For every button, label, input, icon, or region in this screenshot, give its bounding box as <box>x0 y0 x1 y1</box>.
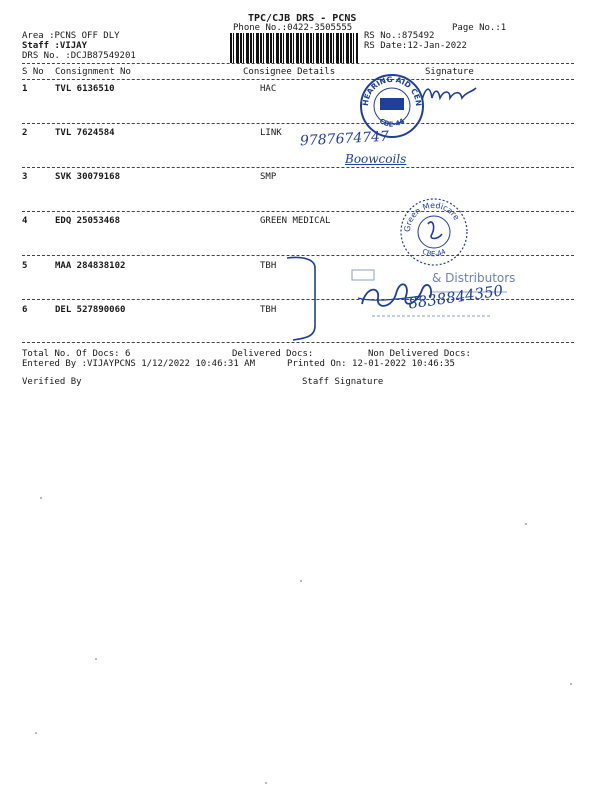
total-docs: Total No. Of Docs: 6 <box>22 349 131 359</box>
row-consignee: SMP <box>260 172 277 182</box>
handwritten-phone: 9787674747 <box>299 128 390 150</box>
svg-text:HEARING AID CENTRE: HEARING AID CENTRE <box>355 65 424 107</box>
divider <box>22 79 574 80</box>
scan-speck <box>570 683 572 685</box>
row-sno: 1 <box>22 84 28 94</box>
delivered-docs: Delivered Docs: <box>232 349 314 359</box>
bracket-mark <box>285 256 325 342</box>
staff-signature: Staff Signature <box>302 377 384 387</box>
page-number: Page No.:1 <box>452 23 507 33</box>
handwritten-name: Boowcoils <box>345 152 407 166</box>
divider <box>22 123 574 124</box>
divider <box>22 342 574 343</box>
row-sno: 6 <box>22 305 28 315</box>
scan-speck <box>35 732 37 734</box>
row-consignment: EDQ 25053468 <box>55 216 121 226</box>
barcode <box>230 33 358 63</box>
row-consignee: LINK <box>260 128 282 138</box>
rs-number: RS No.:875492 <box>364 31 435 41</box>
divider <box>22 211 574 212</box>
scan-speck <box>40 497 42 499</box>
row-consignee: HAC <box>260 84 277 94</box>
drs-number: DRS No. :DCJB87549201 <box>22 51 136 61</box>
column-header-signature: Signature <box>425 67 474 77</box>
divider <box>22 167 574 168</box>
row-consignee: TBH <box>260 305 277 315</box>
column-header-consignment: Consignment No <box>55 67 131 77</box>
document-title: TPC/CJB DRS - PCNS <box>248 13 357 24</box>
row-consignment: MAA 284838102 <box>55 261 126 271</box>
row-consignment: TVL 6136510 <box>55 84 115 94</box>
svg-text:Green Medicare: Green Medicare <box>402 200 462 233</box>
verified-by: Verified By <box>22 377 82 387</box>
column-header-sno: S No <box>22 67 44 77</box>
divider <box>22 63 574 64</box>
non-delivered-docs: Non Delivered Docs: <box>368 349 471 359</box>
row-sno: 2 <box>22 128 28 138</box>
signature-scribble-1 <box>420 82 480 106</box>
distributors-stamp-text: & Distributors <box>432 271 516 285</box>
row-consignment: DEL 527890060 <box>55 305 126 315</box>
green-medicare-stamp <box>398 196 470 268</box>
rs-date: RS Date:12-Jan-2022 <box>364 41 467 51</box>
scan-speck <box>265 782 267 784</box>
svg-text:CBE-44: CBE-44 <box>420 247 448 259</box>
column-header-consignee: Consignee Details <box>243 67 336 77</box>
row-sno: 4 <box>22 216 28 226</box>
scan-speck <box>300 580 302 582</box>
area-field: Area :PCNS OFF DLY <box>22 31 120 41</box>
printed-on: Printed On: 12-01-2022 10:46:35 <box>287 359 455 369</box>
row-consignee: GREEN MEDICAL <box>260 216 331 226</box>
handwritten-tbh-number: 8838844350 <box>407 281 505 313</box>
row-sno: 3 <box>22 172 28 182</box>
row-consignment: SVK 30079168 <box>55 172 121 182</box>
entered-by: Entered By :VIJAYPCNS 1/12/2022 10:46:31 AM <box>22 359 255 369</box>
staff-field: Staff :VIJAY <box>22 41 88 51</box>
scan-speck <box>95 658 97 660</box>
scan-speck <box>525 523 527 525</box>
row-sno: 5 <box>22 261 28 271</box>
row-consignee: TBH <box>260 261 277 271</box>
svg-text:CBE-44: CBE-44 <box>377 117 407 129</box>
phone-number: Phone No.:0422-3505555 <box>233 23 353 33</box>
row-consignment: TVL 7624584 <box>55 128 115 138</box>
